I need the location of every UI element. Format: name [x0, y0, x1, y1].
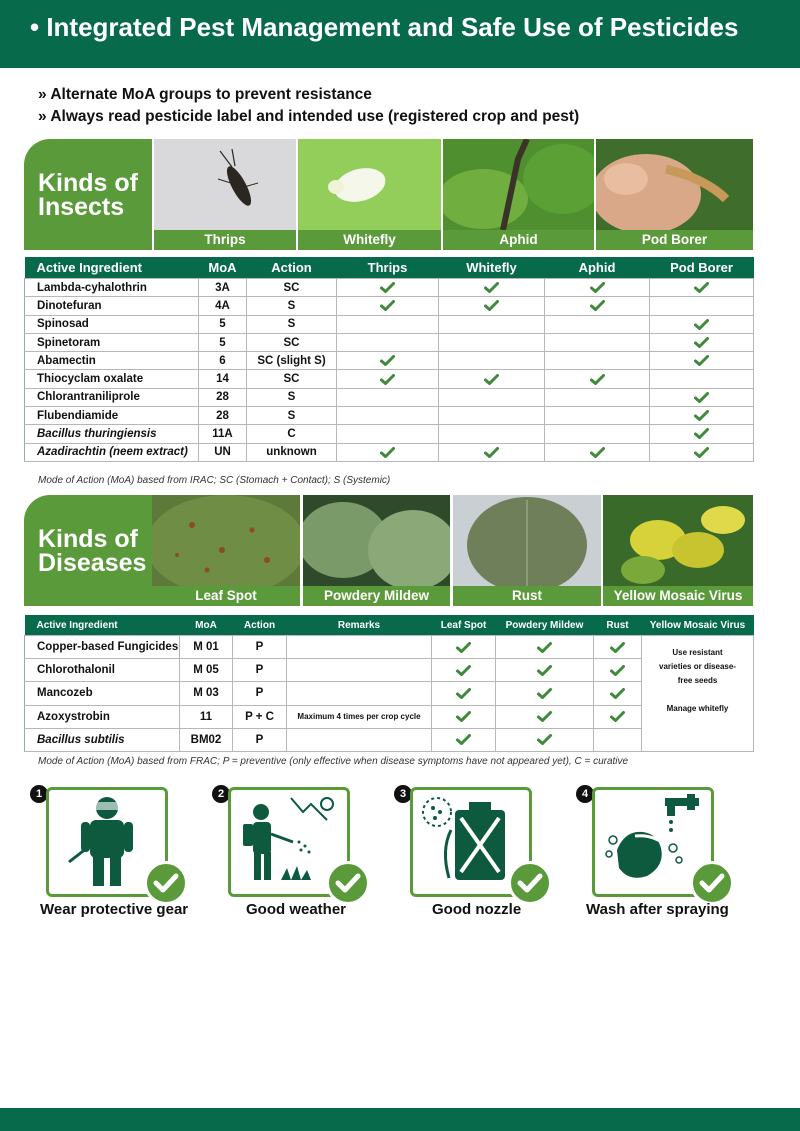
- table-row: [25, 279, 754, 297]
- header-bar: [0, 0, 800, 68]
- action-cell: SC: [247, 333, 337, 351]
- table-row: [25, 352, 754, 370]
- section-label-line: Kinds of: [38, 169, 138, 197]
- action-cell: unknown: [247, 443, 337, 461]
- ingredient-cell: Lambda-cyhalothrin: [25, 279, 199, 297]
- action-cell: C: [247, 425, 337, 443]
- rust-icon: [453, 495, 601, 586]
- aphid-icon: [443, 139, 594, 230]
- column-header: MoA: [199, 257, 247, 279]
- checkmark-icon: [694, 319, 709, 330]
- photo-thrips: [154, 139, 296, 250]
- action-cell: P: [233, 659, 287, 682]
- table-row: [25, 333, 754, 351]
- target-cell: [650, 443, 754, 461]
- ymv-note: Use resistant varieties or disease-free seeds: [659, 648, 736, 685]
- checkmark-icon: [537, 665, 552, 676]
- checkmark-icon: [694, 282, 709, 293]
- checkmark-icon: [694, 392, 709, 403]
- remarks-cell: Maximum 4 times per crop cycle: [287, 705, 432, 728]
- checkmark-icon: [380, 374, 395, 385]
- action-cell: SC (slight S): [247, 352, 337, 370]
- step-number: 1: [30, 785, 48, 803]
- column-header: Active Ingredient: [25, 615, 180, 636]
- ingredient-cell: Spinosad: [25, 315, 199, 333]
- column-header: Whitefly: [439, 257, 545, 279]
- ingredient-cell: Azoxystrobin: [25, 705, 180, 728]
- checkmark-icon: [590, 447, 605, 458]
- action-cell: S: [247, 407, 337, 425]
- table-header-row: [25, 615, 754, 636]
- photo-powdery-mildew: [303, 495, 450, 606]
- yellow-mosaic-virus-notes: [642, 636, 754, 752]
- target-cell: [439, 279, 545, 297]
- table-row: [25, 443, 754, 461]
- checkmark-icon: [456, 688, 471, 699]
- target-cell: [337, 425, 439, 443]
- practice-label: Good nozzle: [432, 901, 522, 918]
- target-cell: [496, 682, 594, 705]
- photo-caption: Thrips: [154, 230, 296, 250]
- check-badge-icon: [326, 861, 370, 905]
- column-header: MoA: [180, 615, 233, 636]
- insects-section-label: [24, 139, 152, 250]
- moa-cell: 11: [180, 705, 233, 728]
- table-row: [25, 636, 754, 659]
- remarks-cell: [287, 682, 432, 705]
- table-row: [25, 315, 754, 333]
- target-cell: [594, 636, 642, 659]
- target-cell: [439, 333, 545, 351]
- target-cell: [337, 333, 439, 351]
- checkmark-icon: [590, 282, 605, 293]
- target-cell: [545, 425, 650, 443]
- diseases-section-label: [24, 495, 152, 606]
- target-cell: [650, 297, 754, 315]
- target-cell: [650, 279, 754, 297]
- target-cell: [650, 315, 754, 333]
- checkmark-icon: [456, 642, 471, 653]
- photo-rust: [453, 495, 601, 606]
- photo-caption: Rust: [453, 586, 601, 606]
- practice-label: Good weather: [246, 901, 347, 918]
- photo-caption: Powdery Mildew: [303, 586, 450, 606]
- checkmark-icon: [380, 355, 395, 366]
- photo-leaf-spot: [152, 495, 300, 606]
- target-cell: [594, 659, 642, 682]
- moa-cell: 14: [199, 370, 247, 388]
- remarks-cell: [287, 728, 432, 751]
- table-row: [25, 297, 754, 315]
- practice-1: [30, 785, 210, 925]
- target-cell: [439, 425, 545, 443]
- ingredient-cell: Bacillus thuringiensis: [25, 425, 199, 443]
- target-cell: [545, 388, 650, 406]
- photo-pod-borer: [596, 139, 753, 250]
- step-number: 3: [394, 785, 412, 803]
- practice-2: [212, 785, 392, 925]
- insects-header: [24, 139, 753, 252]
- thrips-icon: [154, 139, 296, 230]
- target-cell: [439, 352, 545, 370]
- moa-cell: 5: [199, 333, 247, 351]
- action-cell: P: [233, 636, 287, 659]
- photo-whitefly: [298, 139, 441, 250]
- section-label-line: Diseases: [38, 549, 147, 577]
- target-cell: [432, 728, 496, 751]
- checkmark-icon: [590, 300, 605, 311]
- moa-cell: BM02: [180, 728, 233, 751]
- target-cell: [439, 443, 545, 461]
- target-cell: [545, 443, 650, 461]
- leaf-spot-icon: [152, 495, 300, 586]
- ingredient-cell: Chlorothalonil: [25, 659, 180, 682]
- insects-table: [24, 257, 754, 462]
- bullet-item: » Alternate MoA groups to prevent resistance: [38, 86, 372, 103]
- check-badge-icon: [508, 861, 552, 905]
- yellow-mosaic-virus-icon: [603, 495, 753, 586]
- target-cell: [496, 636, 594, 659]
- moa-cell: 11A: [199, 425, 247, 443]
- step-number: 2: [212, 785, 230, 803]
- checkmark-icon: [694, 410, 709, 421]
- check-badge-icon: [144, 861, 188, 905]
- target-cell: [545, 333, 650, 351]
- column-header: Yellow Mosaic Virus: [642, 615, 754, 636]
- column-header: Action: [247, 257, 337, 279]
- target-cell: [439, 297, 545, 315]
- target-cell: [496, 705, 594, 728]
- checkmark-icon: [610, 642, 625, 653]
- checkmark-icon: [610, 711, 625, 722]
- target-cell: [650, 352, 754, 370]
- powdery-mildew-icon: [303, 495, 450, 586]
- key-points: [38, 84, 579, 128]
- target-cell: [337, 315, 439, 333]
- check-badge-icon: [690, 861, 734, 905]
- table-row: [25, 370, 754, 388]
- target-cell: [594, 682, 642, 705]
- moa-cell: 3A: [199, 279, 247, 297]
- checkmark-icon: [484, 374, 499, 385]
- column-header: Action: [233, 615, 287, 636]
- target-cell: [439, 370, 545, 388]
- diseases-table: [24, 615, 754, 752]
- checkmark-icon: [456, 711, 471, 722]
- checkmark-icon: [694, 355, 709, 366]
- action-cell: P + C: [233, 705, 287, 728]
- ingredient-cell: Abamectin: [25, 352, 199, 370]
- moa-cell: 28: [199, 388, 247, 406]
- moa-cell: M 03: [180, 682, 233, 705]
- checkmark-icon: [456, 665, 471, 676]
- target-cell: [545, 297, 650, 315]
- section-label-line: Insects: [38, 193, 125, 221]
- target-cell: [432, 636, 496, 659]
- remarks-cell: [287, 636, 432, 659]
- ingredient-cell: Azadirachtin (neem extract): [25, 443, 199, 461]
- action-cell: S: [247, 315, 337, 333]
- checkmark-icon: [380, 447, 395, 458]
- target-cell: [545, 407, 650, 425]
- column-header: Active Ingredient: [25, 257, 199, 279]
- checkmark-icon: [537, 688, 552, 699]
- target-cell: [432, 705, 496, 728]
- action-cell: S: [247, 297, 337, 315]
- checkmark-icon: [537, 734, 552, 745]
- moa-cell: 28: [199, 407, 247, 425]
- diseases-header: [24, 495, 753, 608]
- bullet-item: » Always read pesticide label and intended use (registered crop and pest): [38, 108, 580, 125]
- checkmark-icon: [484, 300, 499, 311]
- target-cell: [545, 279, 650, 297]
- target-cell: [650, 407, 754, 425]
- checkmark-icon: [537, 711, 552, 722]
- checkmark-icon: [537, 642, 552, 653]
- target-cell: [337, 352, 439, 370]
- table-header-row: [25, 257, 754, 279]
- target-cell: [545, 315, 650, 333]
- target-cell: [496, 728, 594, 751]
- action-cell: SC: [247, 370, 337, 388]
- target-cell: [337, 370, 439, 388]
- target-cell: [432, 682, 496, 705]
- checkmark-icon: [694, 428, 709, 439]
- action-cell: SC: [247, 279, 337, 297]
- practice-4: [576, 785, 756, 925]
- target-cell: [650, 333, 754, 351]
- column-header: Rust: [594, 615, 642, 636]
- practice-3: [394, 785, 574, 925]
- target-cell: [337, 388, 439, 406]
- column-header: Thrips: [337, 257, 439, 279]
- column-header: Leaf Spot: [432, 615, 496, 636]
- target-cell: [650, 425, 754, 443]
- target-cell: [337, 443, 439, 461]
- checkmark-icon: [484, 447, 499, 458]
- target-cell: [439, 388, 545, 406]
- checkmark-icon: [456, 734, 471, 745]
- checkmark-icon: [694, 447, 709, 458]
- table-row: [25, 388, 754, 406]
- practice-label: Wear protective gear: [40, 901, 189, 918]
- photo-caption: Whitefly: [298, 230, 441, 250]
- target-cell: [432, 659, 496, 682]
- target-cell: [439, 315, 545, 333]
- checkmark-icon: [694, 337, 709, 348]
- photo-aphid: [443, 139, 594, 250]
- moa-cell: M 01: [180, 636, 233, 659]
- column-header: Pod Borer: [650, 257, 754, 279]
- footer-bar: [0, 1108, 800, 1131]
- step-number: 4: [576, 785, 594, 803]
- target-cell: [650, 388, 754, 406]
- photo-caption: Pod Borer: [596, 230, 753, 250]
- action-cell: P: [233, 682, 287, 705]
- action-cell: P: [233, 728, 287, 751]
- column-header: Aphid: [545, 257, 650, 279]
- remarks-cell: [287, 659, 432, 682]
- ingredient-cell: Bacillus subtilis: [25, 728, 180, 751]
- checkmark-icon: [380, 300, 395, 311]
- column-header: Remarks: [287, 615, 432, 636]
- pod-borer-icon: [596, 139, 753, 230]
- moa-cell: M 05: [180, 659, 233, 682]
- checkmark-icon: [484, 282, 499, 293]
- ingredient-cell: Dinotefuran: [25, 297, 199, 315]
- target-cell: [337, 297, 439, 315]
- ingredient-cell: Thiocyclam oxalate: [25, 370, 199, 388]
- target-cell: [496, 659, 594, 682]
- whitefly-icon: [298, 139, 441, 230]
- column-header: Powdery Mildew: [496, 615, 594, 636]
- ymv-note: Manage whitefly: [666, 704, 729, 713]
- checkmark-icon: [610, 688, 625, 699]
- action-cell: S: [247, 388, 337, 406]
- moa-cell: 5: [199, 315, 247, 333]
- ingredient-cell: Flubendiamide: [25, 407, 199, 425]
- target-cell: [594, 705, 642, 728]
- section-label-line: Kinds of: [38, 525, 138, 553]
- moa-cell: 4A: [199, 297, 247, 315]
- table-row: [25, 407, 754, 425]
- ingredient-cell: Spinetoram: [25, 333, 199, 351]
- checkmark-icon: [590, 374, 605, 385]
- frac-footnote: Mode of Action (MoA) based from FRAC; P = preventive (only effective when disease symptoms have not appeared yet), C = curative: [38, 756, 629, 767]
- moa-cell: 6: [199, 352, 247, 370]
- ingredient-cell: Mancozeb: [25, 682, 180, 705]
- target-cell: [545, 370, 650, 388]
- photo-caption: Yellow Mosaic Virus: [603, 586, 753, 606]
- target-cell: [650, 370, 754, 388]
- table-row: [25, 425, 754, 443]
- target-cell: [439, 407, 545, 425]
- page-title: • Integrated Pest Management and Safe Use of Pesticides: [30, 12, 739, 42]
- target-cell: [545, 352, 650, 370]
- ingredient-cell: Chlorantraniliprole: [25, 388, 199, 406]
- target-cell: [337, 279, 439, 297]
- checkmark-icon: [610, 665, 625, 676]
- photo-caption: Leaf Spot: [152, 586, 300, 606]
- target-cell: [337, 407, 439, 425]
- photo-yellow-mosaic-virus: [603, 495, 753, 606]
- moa-cell: UN: [199, 443, 247, 461]
- irac-footnote: Mode of Action (MoA) based from IRAC; SC (Stomach + Contact); S (Systemic): [38, 475, 391, 486]
- checkmark-icon: [380, 282, 395, 293]
- ingredient-cell: Copper-based Fungicides: [25, 636, 180, 659]
- practice-label: Wash after spraying: [586, 901, 729, 918]
- target-cell: [594, 728, 642, 751]
- photo-caption: Aphid: [443, 230, 594, 250]
